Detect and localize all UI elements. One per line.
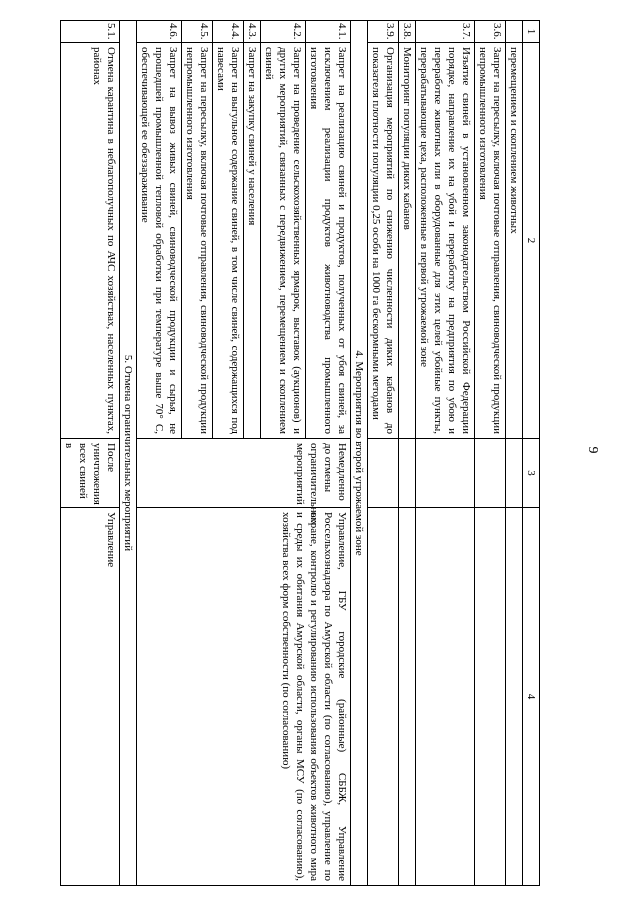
section-title: 5. Отмена ограничительных мероприятий	[120, 21, 137, 886]
deadline-cell	[368, 439, 399, 508]
measure-text: Отмена карантина в неблагополучных по АЧС хозяйствах, населенных пунктах, районах	[61, 43, 120, 439]
responsible-cell: Управление, ГБУ городские (районные) СББЖ, Управление Россельхознадзора по Амурской области (по согласованию), управление по охране, контролю и регулированию использования объектов животного мира и среды их обитания Амурской области, органы МСУ (по согласованию), хозяйства всех форм собственности (по согласованию)	[137, 508, 351, 886]
measure-text: перемещением и скоплением животных	[506, 43, 523, 439]
header-col-3: 3	[523, 439, 540, 508]
table-header-row	[523, 21, 540, 886]
measure-text: Запрет на вывоз живых свиней, свиноводческой продукции и сырья, не прошедшей промышленной тепловой обработки при температуре выше 70° С, обеспечивающей ее обеззараживание	[137, 43, 182, 439]
measure-text: Запрет на выгульное содержание свиней, в том числе свиней, содержащихся под навесами	[213, 43, 244, 439]
deadline-cell: После уничтожения всех свиней в	[61, 439, 120, 508]
responsible-cell	[399, 508, 416, 886]
responsible-cell: Управление	[61, 508, 120, 886]
measure-text: Запрет на пересылку, включая почтовые отправления, свиноводческой продукции непромышленного изготовления	[475, 43, 506, 439]
rotated-page-content	[63, 20, 540, 885]
measure-text: Изъятие свиней в установленном законодательством Российской Федерации порядке, направление их на убой и переработку на предприятия по убою и переработке животных или в оборудованные для этих целей убойные пункты, перерабатывающие цеха, расположенные в первой угрожаемой зоне	[416, 43, 475, 439]
header-col-2: 2	[523, 43, 540, 439]
item-number: 3.7.	[416, 21, 475, 43]
page-number: 9	[585, 446, 600, 454]
measure-text: Запрет на закупку свиней у населения	[244, 43, 261, 439]
responsible-cell	[416, 508, 475, 886]
section-row	[120, 21, 137, 886]
measures-table	[60, 20, 540, 886]
header-col-4: 4	[523, 508, 540, 886]
item-number: 3.8.	[399, 21, 416, 43]
measure-text: Запрет на реализацию свиней и продуктов, полученных от убоя свиней, за исключением реализации продуктов животноводства промышленного изготовления	[306, 43, 351, 439]
table-row	[416, 21, 475, 886]
item-number: 4.3.	[244, 21, 261, 43]
item-number: 4.2.	[261, 21, 306, 43]
table-row	[506, 21, 523, 886]
section-row	[351, 21, 368, 886]
table-row	[368, 21, 399, 886]
measure-text: Запрет на проведение сельскохозяйственных ярмарок, выставок (аукционов) и других мероприятий, связанных с передвижением, перемещением и скоплением свиней	[261, 43, 306, 439]
item-number: 4.4.	[213, 21, 244, 43]
measure-text: Организация мероприятий по снижению численности диких кабанов до показателя плотности популяции 0,25 особи на 1000 га бескормными методами	[368, 43, 399, 439]
deadline-cell: Немедленно до отмены ограничительных мероприятий	[137, 439, 351, 508]
item-number: 4.5.	[182, 21, 213, 43]
measure-text: Запрет на пересылку, включая почтовые отправления, свиноводческой продукции непромышленного изготовления	[182, 43, 213, 439]
deadline-cell	[506, 439, 523, 508]
item-number: 5.1.	[61, 21, 120, 43]
responsible-cell	[368, 508, 399, 886]
responsible-cell	[475, 508, 506, 886]
deadline-cell	[399, 439, 416, 508]
responsible-cell	[506, 508, 523, 886]
item-number: 4.1.	[306, 21, 351, 43]
table-row	[475, 21, 506, 886]
item-number: 4.6.	[137, 21, 182, 43]
item-number: 3.9.	[368, 21, 399, 43]
item-number	[506, 21, 523, 43]
item-number: 3.6.	[475, 21, 506, 43]
deadline-cell	[416, 439, 475, 508]
header-col-1: 1	[523, 21, 540, 43]
table-row	[306, 21, 351, 886]
table-row	[61, 21, 120, 886]
table-row	[399, 21, 416, 886]
section-title: 4. Мероприятия во второй угрожаемой зоне	[351, 21, 368, 886]
deadline-cell	[475, 439, 506, 508]
measure-text: Мониторинг популяции диких кабанов	[399, 43, 416, 439]
